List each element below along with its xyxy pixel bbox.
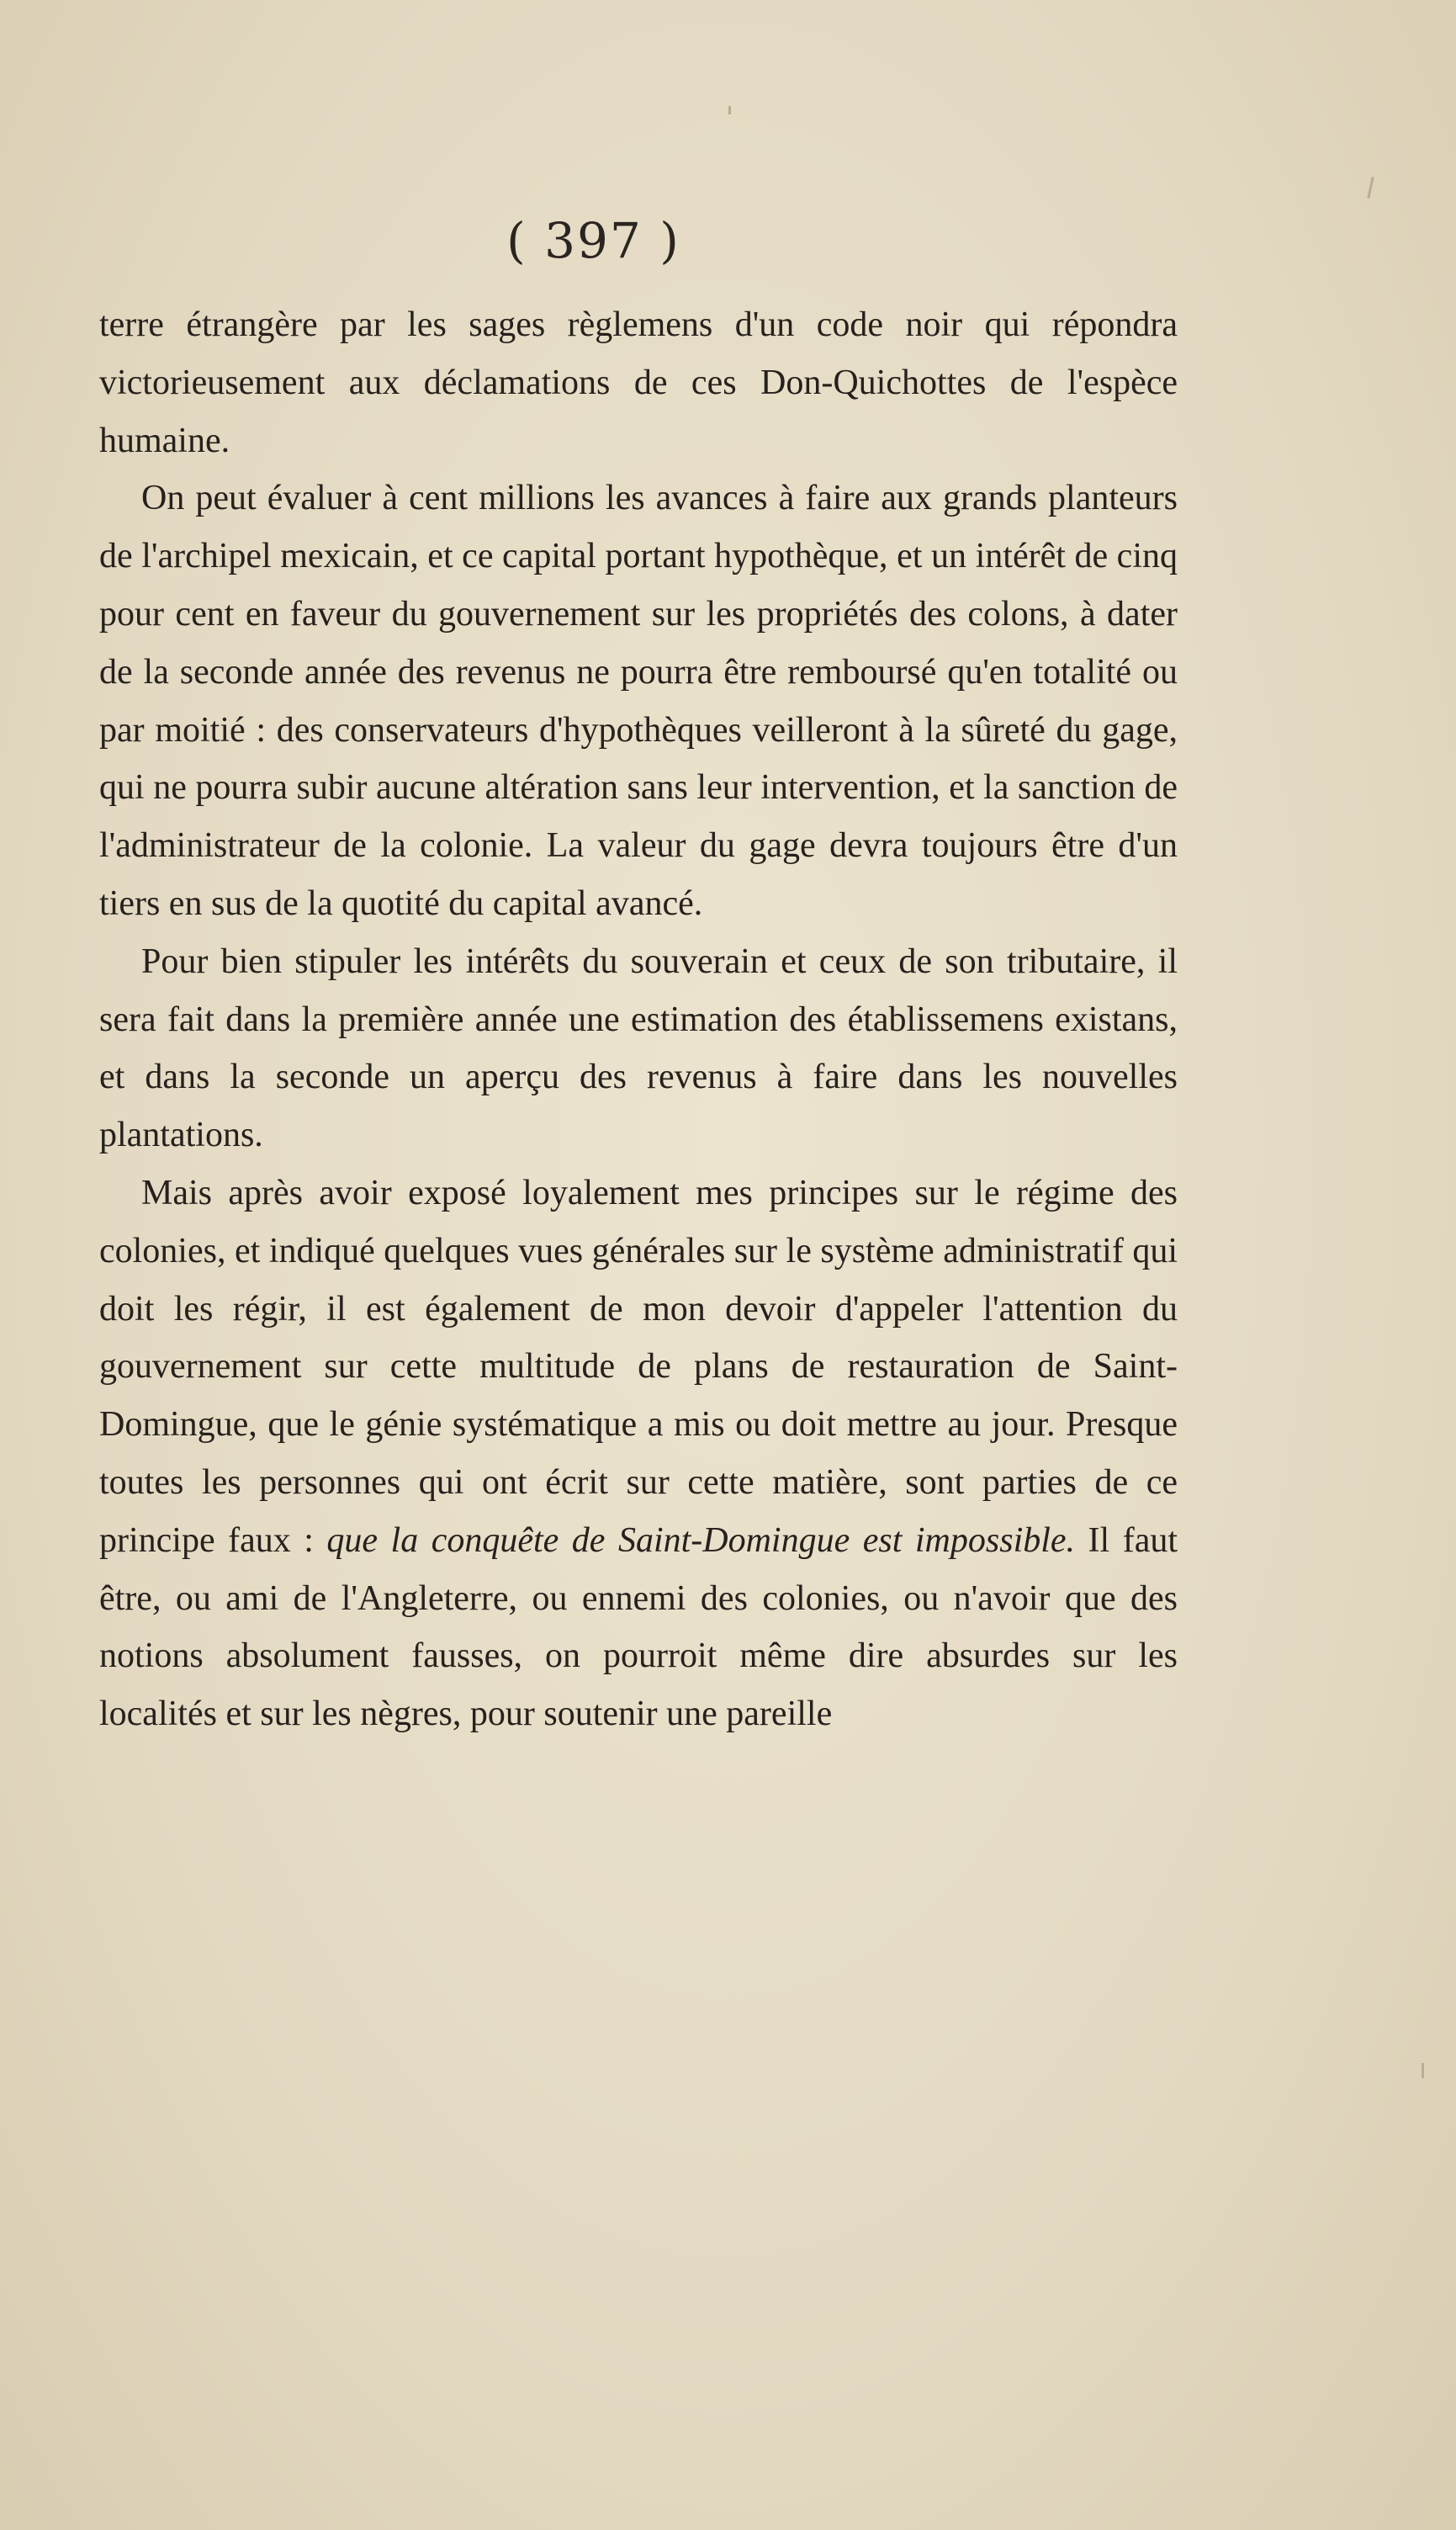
body-text [99,296,1178,1743]
paragraph-4-continuation: Il faut être, ou ami de l'Angleterre, ou ennemi des colonies, ou n'avoir que des notions absolument fausses, on pourroit même dire absurdes sur les localités et sur les nègres, pour soutenir une pareille [99,1520,1178,1734]
paragraph-1: terre étrangère par les sages règlemens d'un code noir qui répondra victorieusement aux déclamations de ces Don-Quichottes de l'espèce humaine. [99,305,1178,460]
paper-speck [1422,2063,1424,2078]
paragraph-4-emphasis: que la conquête de Saint-Domingue est impossible. [326,1520,1076,1560]
paragraph-2: On peut évaluer à cent millions les avances à faire aux grands planteurs de l'archipel mexicain, et ce capital portant hypothèque, et un intérêt de cinq pour cent en faveur du gouvernement sur les propriétés des colons, à dater de la seconde année des revenus ne pourra être remboursé qu'en totalité ou par moitié : des conservateurs d'hypothèques veilleront à la sûreté du gage, qui ne pourra subir aucune altération sans leur intervention, et la sanction de l'administrateur de la colonie. La valeur du gage devra toujours être d'un tiers en sus de la quotité du capital avancé. [99,479,1178,923]
paper-speck [1367,177,1374,199]
paragraph-4 [99,1164,1178,1743]
paper-speck [728,106,731,114]
page-number: ( 397 ) [506,212,680,269]
paragraph-4-text: Mais après avoir exposé loyalement mes principes sur le régime des colonies, et indiqué quelques vues générales sur le système administratif qui doit les régir, il est également de mon devoir d'appeler l'attention du gouvernement sur cette multitude de plans de restauration de Saint-Domingue, que le génie systématique a mis ou doit mettre au jour. Presque toutes les personnes qui ont écrit sur cette matière, sont parties de ce principe faux : [99,1173,1178,1560]
paragraph-3: Pour bien stipuler les intérêts du souverain et ceux de son tributaire, il sera fait dans la première année une estimation des établissemens existans, et dans la seconde un aperçu des revenus à faire dans les nouvelles plantations. [99,941,1178,1155]
